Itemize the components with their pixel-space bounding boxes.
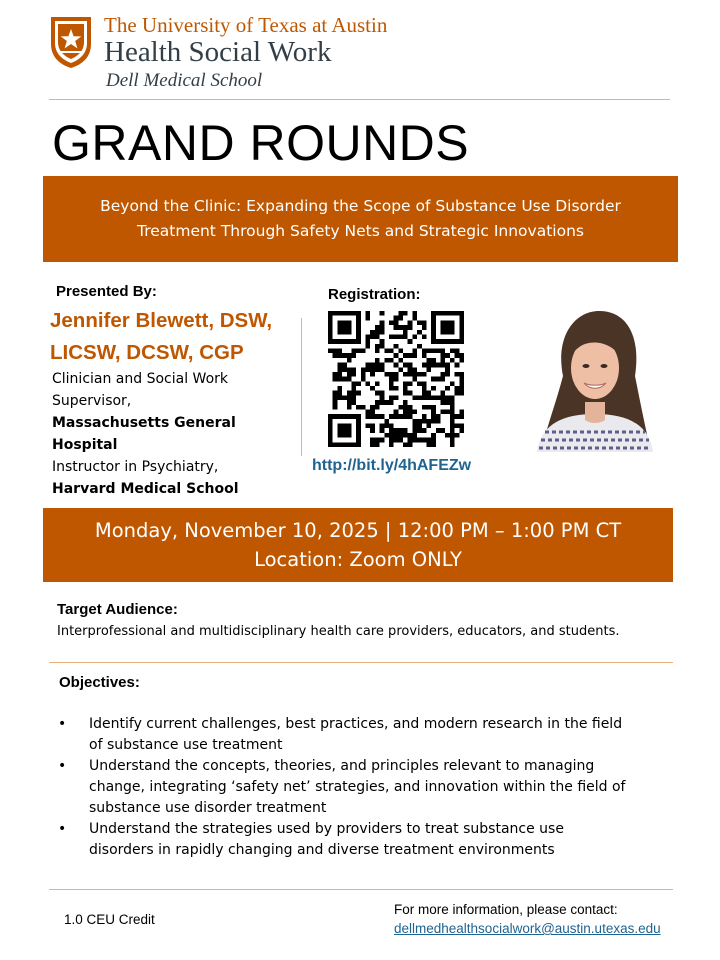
department-name: Health Social Work	[104, 36, 332, 68]
ceu-credit: 1.0 CEU Credit	[64, 912, 155, 927]
presenter-name-line: LICSW, DCSW, CGP	[50, 341, 244, 364]
topic-banner	[43, 176, 678, 262]
list-item	[58, 714, 658, 756]
bullet-icon: •	[58, 821, 67, 837]
presenter-detail-line: Hospital	[52, 437, 118, 453]
objective-line: disorders in rapidly changing and diverse treatment environments	[89, 842, 555, 858]
objectives-list	[58, 714, 658, 861]
presenter-detail-line: Instructor in Psychiatry,	[52, 459, 219, 475]
topic-line: Treatment Through Safety Nets and Strategic Innovations	[137, 222, 584, 240]
presenter-divider	[301, 318, 302, 456]
university-name: The University of Texas at Austin	[104, 13, 388, 37]
contact-email-link[interactable]: dellmedhealthsocialwork@austin.utexas.edu	[394, 921, 661, 936]
event-banner	[43, 508, 673, 582]
school-name: Dell Medical School	[106, 70, 263, 91]
registration-link[interactable]: http://bit.ly/4hAFEZw	[312, 457, 472, 474]
objective-line: substance use disorder treatment	[89, 800, 327, 816]
topic-title	[61, 194, 661, 244]
objective-line: change, integrating ‘safety net’ strategies, and innovation within the field of	[89, 779, 626, 795]
objective-line: of substance use treatment	[89, 737, 283, 753]
header-divider	[49, 99, 670, 100]
qr-code[interactable]	[328, 311, 464, 447]
objective-line: Identify current challenges, best practices, and modern research in the field	[89, 716, 623, 732]
presenter-photo	[533, 306, 657, 452]
contact-label: For more information, please contact:	[394, 902, 618, 917]
event-date-time: Monday, November 10, 2025 | 12:00 PM – 1:00 PM CT	[94, 519, 622, 542]
list-item	[58, 819, 658, 861]
page-title: GRAND ROUNDS	[52, 115, 470, 171]
topic-line: Beyond the Clinic: Expanding the Scope of Substance Use Disorder	[100, 197, 621, 215]
presenter-detail-line: Massachusetts General	[52, 415, 236, 431]
presenter-detail-line: Harvard Medical School	[52, 481, 239, 497]
presenter-name-line: Jennifer Blewett, DSW,	[50, 309, 273, 332]
bullet-icon: •	[58, 716, 67, 732]
presented-by-label: Presented By:	[56, 283, 157, 300]
registration-label: Registration:	[328, 286, 421, 303]
target-audience-label: Target Audience:	[57, 601, 178, 618]
bullet-icon: •	[58, 758, 67, 774]
presenter-name	[50, 305, 312, 369]
objective-line: Understand the concepts, theories, and principles relevant to managing	[89, 758, 595, 774]
presenter-detail-line: Supervisor,	[52, 393, 132, 409]
presenter-details	[52, 368, 297, 500]
presenter-detail-line: Clinician and Social Work	[52, 371, 229, 387]
list-item	[58, 756, 658, 819]
ut-seal-icon	[48, 14, 94, 70]
audience-divider	[49, 662, 673, 663]
target-audience-text: Interprofessional and multidisciplinary health care providers, educators, and students.	[57, 624, 620, 639]
event-location: Location: Zoom ONLY	[254, 548, 462, 571]
objectives-label: Objectives:	[59, 674, 140, 691]
objectives-divider	[49, 889, 673, 890]
objective-line: Understand the strategies used by providers to treat substance use	[89, 821, 564, 837]
